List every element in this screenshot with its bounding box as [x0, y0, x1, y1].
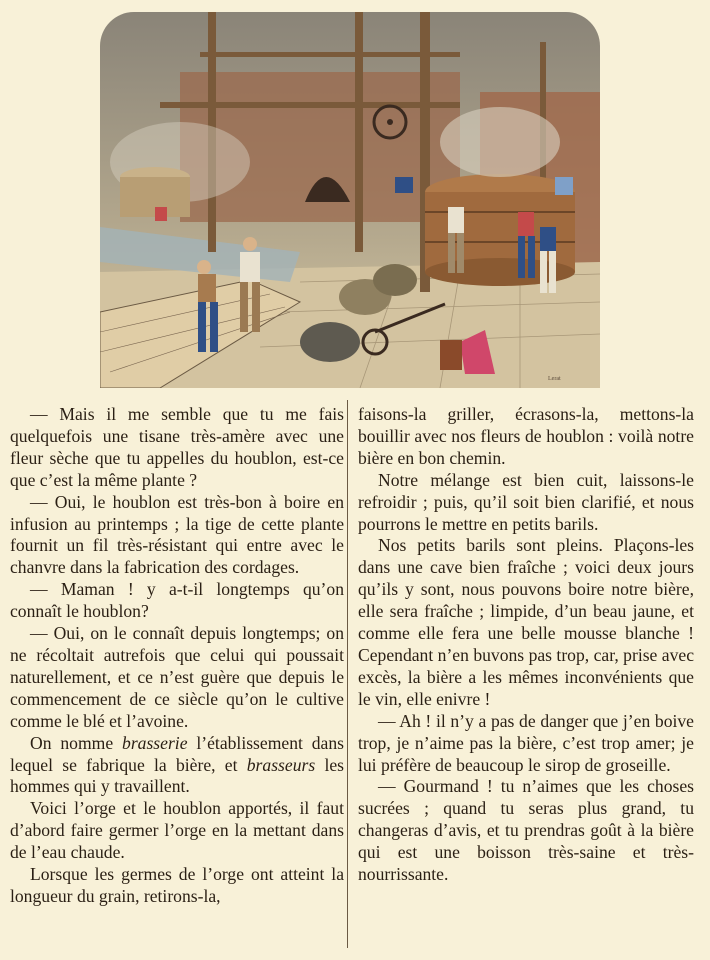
- paragraph: Nos petits barils sont pleins. Plaçons-les dans une cave bien fraîche ; voici deux jours qu’ils y sont, nous pouvons boire notre bière, elle sera fraîche ; limpide, d’un beau jaune, et comme elle fera une belle mousse blanche ! Cependant n’en buvons pas trop, car, prise avec excès, la bière a les mêmes inconvénients que le vin, elle enivre !: [358, 535, 694, 709]
- paragraph: — Oui, on le connaît depuis longtemps; on ne récoltait autrefois que celui qui poussait naturellement, et ce n’est guère que depuis le commencement de ce siècle qu’on le cultive comme le blé et l’avoine.: [10, 623, 344, 731]
- paragraph: faisons-la griller, écrasons-la, mettons-la bouillir avec nos fleurs de houblon : voilà notre bière en bon chemin.: [358, 404, 694, 468]
- term-brasserie: brasserie: [122, 732, 188, 753]
- paragraph: Notre mélange est bien cuit, laissons-le refroidir ; puis, qu’il soit bien clarifié, et nous pourrons le mettre en petits barils.: [358, 469, 694, 534]
- paragraph: — Gourmand ! tu n’aimes que les choses sucrées ; quand tu seras plus grand, tu changeras d’avis, et tu prendras goût à la bière qui est une boisson très-saine et très-nourrissante.: [358, 776, 694, 885]
- brewery-engraving-icon: [100, 12, 600, 388]
- paragraph: Lorsque les germes de l’orge ont atteint la longueur du grain, retirons-la,: [10, 864, 344, 906]
- paragraph: — Maman ! y a-t-il longtemps qu’on connaît le houblon?: [10, 579, 344, 622]
- paragraph: — Mais il me semble que tu me fais quelquefois une tisane très-amère avec une fleur sèche que tu appelles du houblon, est-ce que c’est la même plante ?: [10, 404, 344, 490]
- brewery-illustration: [100, 12, 600, 388]
- left-column: [10, 404, 344, 908]
- engraver-signature: Lerat: [548, 376, 561, 382]
- term-brasseurs: brasseurs: [246, 754, 316, 775]
- paragraph: — Ah ! il n’y a pas de danger que j’en boive trop, je n’aime pas la bière, c’est trop amer; je lui préfère de beaucoup le sirop de groseille.: [358, 710, 694, 775]
- paragraph: Voici l’orge et le houblon apportés, il faut d’abord faire germer l’orge en la mettant dans de l’eau chaude.: [10, 798, 344, 863]
- paragraph: — Oui, le houblon est très-bon à boire en infusion au printemps ; la tige de cette plante fournit un fil très-résistant qui entre avec le chanvre dans la fabrication des cordages.: [10, 491, 344, 578]
- right-column: [358, 404, 694, 886]
- column-divider: [347, 400, 348, 948]
- paragraph: On nomme brasserie l’établissement dans lequel se fabrique la bière, et brasseurs les hommes qui y travaillent.: [10, 732, 344, 797]
